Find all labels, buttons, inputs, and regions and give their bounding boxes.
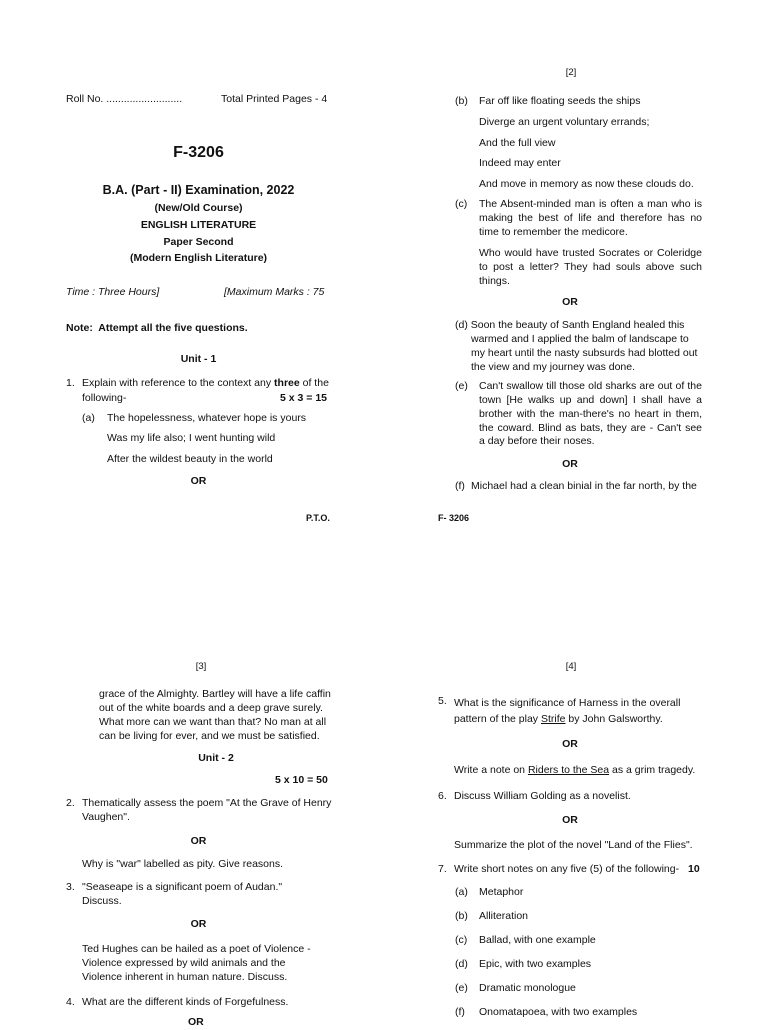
item-label: (e) — [455, 380, 468, 392]
question-6: Discuss William Golding as a novelist. — [454, 790, 631, 802]
question-number: 1. — [66, 377, 75, 389]
page-number: [3] — [195, 661, 207, 672]
question-number: 7. — [438, 863, 447, 875]
poem-line: After the wildest beauty in the world — [107, 453, 273, 465]
page-footer-code: F- 3206 — [438, 513, 470, 523]
play-title: Strife — [540, 713, 566, 725]
paper-name: Paper Second — [163, 236, 234, 248]
question-5-alt: Write a note on Riders to the Sea as a grim tragedy. — [454, 764, 696, 776]
prose-passage: (d) Soon the beauty of Santh England healed this warmed and I applied the balm of landscape to my heart until the nasty subsurds had blotted out the view and my journey was done. — [455, 319, 698, 373]
poem-line: And the full view — [479, 137, 556, 149]
list-item-text: Metaphor — [479, 886, 524, 898]
or-separator: OR — [562, 738, 578, 750]
list-item-text: Dramatic monologue — [479, 982, 576, 994]
item-label: (a) — [455, 886, 468, 898]
item-label: (f) — [455, 1006, 465, 1018]
exam-title: B.A. (Part - II) Examination, 2022 — [102, 183, 295, 197]
question-marks: 5 x 3 = 15 — [280, 392, 327, 404]
or-separator: OR — [190, 835, 207, 847]
note-label: Note: — [66, 322, 93, 334]
unit-heading: Unit - 1 — [180, 353, 217, 365]
poem-line: Was my life also; I went hunting wild — [107, 432, 276, 444]
play-title: Riders to the Sea — [527, 764, 610, 776]
poem-line: Indeed may enter — [479, 157, 561, 169]
question-3-alt: Ted Hughes can be hailed as a poet of Violence - Violence expressed by wild animals and the Violence inherent in human nature. Discuss. — [82, 943, 311, 983]
question-number: 6. — [438, 790, 447, 802]
total-pages: Total Printed Pages - 4 — [221, 93, 328, 105]
course-type: (New/Old Course) — [154, 202, 243, 214]
question-1: Explain with reference to the context any three of the — [82, 377, 329, 389]
note-text: Attempt all the five questions. — [98, 322, 248, 334]
or-separator: OR — [190, 918, 207, 930]
question-number: 3. — [66, 881, 75, 893]
question-3: "Seaseape is a significant poem of Audan." Discuss. — [82, 881, 283, 907]
question-2: Thematically assess the poem "At the Grave of Henry Vaughen". — [82, 797, 332, 823]
question-2-alt: Why is "war" labelled as pity. Give reasons. — [82, 858, 284, 870]
unit-marks: 5 x 10 = 50 — [275, 774, 328, 786]
poem-line: And move in memory as now these clouds do. — [479, 178, 694, 190]
prose-passage: Who would have trusted Socrates or Coleridge to post a letter? They had souls above such things. — [479, 247, 702, 287]
item-label: (b) — [455, 95, 468, 107]
list-item-text: Onomatapoea, with two examples — [479, 1006, 638, 1018]
page-number: [4] — [565, 661, 577, 672]
subject: ENGLISH LITERATURE — [140, 219, 257, 231]
note — [66, 322, 248, 336]
or-separator: OR — [190, 475, 207, 487]
question-number: 4. — [66, 996, 75, 1008]
question-5: What is the significance of Harness in the overall pattern of the play Strife by John Galsworthy. — [454, 697, 681, 725]
or-separator: OR — [562, 814, 578, 826]
prose-passage: Can't swallow till those old sharks are out of the town [He walks up and down] I shall have a brother with the man-there's no heart in them, the coward. Blind as bats, they are - Can't see a day before their noses. — [479, 380, 702, 448]
item-label: (a) — [82, 412, 95, 424]
or-separator: OR — [188, 1016, 204, 1028]
question-number: 2. — [66, 797, 75, 809]
list-item-text: Ballad, with one example — [479, 934, 596, 946]
time-limit: Time : Three Hours] — [66, 286, 160, 298]
question-4: What are the different kinds of Forgefulness. — [82, 996, 289, 1008]
question-number: 5. — [438, 695, 447, 707]
prose-passage: grace of the Almighty. Bartley will have a life caffin out of the white boards and a deep grave surely. What more can we want than that? No man at all can be living for ever, and we must be satisfied. — [99, 688, 331, 742]
item-label: (d) — [455, 958, 468, 970]
page-number: [2] — [565, 67, 577, 78]
list-item-text: Epic, with two examples — [479, 958, 592, 970]
roll-number: Roll No. .......................... — [66, 93, 183, 105]
poem-line: The hopelessness, whatever hope is yours — [107, 412, 307, 424]
unit-heading: Unit - 2 — [198, 752, 234, 764]
item-label: (e) — [455, 982, 468, 994]
item-label: (b) — [455, 910, 468, 922]
list-item-text: Alliteration — [479, 910, 529, 922]
or-separator: OR — [562, 458, 578, 470]
paper-subtitle: (Modern English Literature) — [129, 252, 268, 264]
question-7: Write short notes on any five (5) of the following- — [454, 863, 680, 875]
question-1-cont: following- — [82, 392, 127, 404]
list-item — [455, 886, 468, 900]
max-marks: [Maximum Marks : 75 — [224, 286, 325, 298]
prose-passage: Michael had a clean binial in the far north, by the — [471, 480, 697, 492]
question-6-alt: Summarize the plot of the novel "Land of the Flies". — [454, 839, 693, 851]
poem-line: Diverge an urgent voluntary errands; — [479, 116, 650, 128]
question-marks: 10 — [688, 863, 700, 875]
item-label: (c) — [455, 934, 468, 946]
prose-passage: The Absent-minded man is often a man who is making the best of life and therefore has no time to remember the medicore. — [479, 198, 702, 238]
item-label: (f) — [455, 480, 465, 492]
paper-code: F-3206 — [173, 144, 224, 161]
pto-label: P.T.O. — [306, 513, 330, 523]
or-separator: OR — [562, 296, 578, 308]
item-label: (c) — [455, 198, 468, 210]
poem-line: Far off like floating seeds the ships — [479, 95, 641, 107]
